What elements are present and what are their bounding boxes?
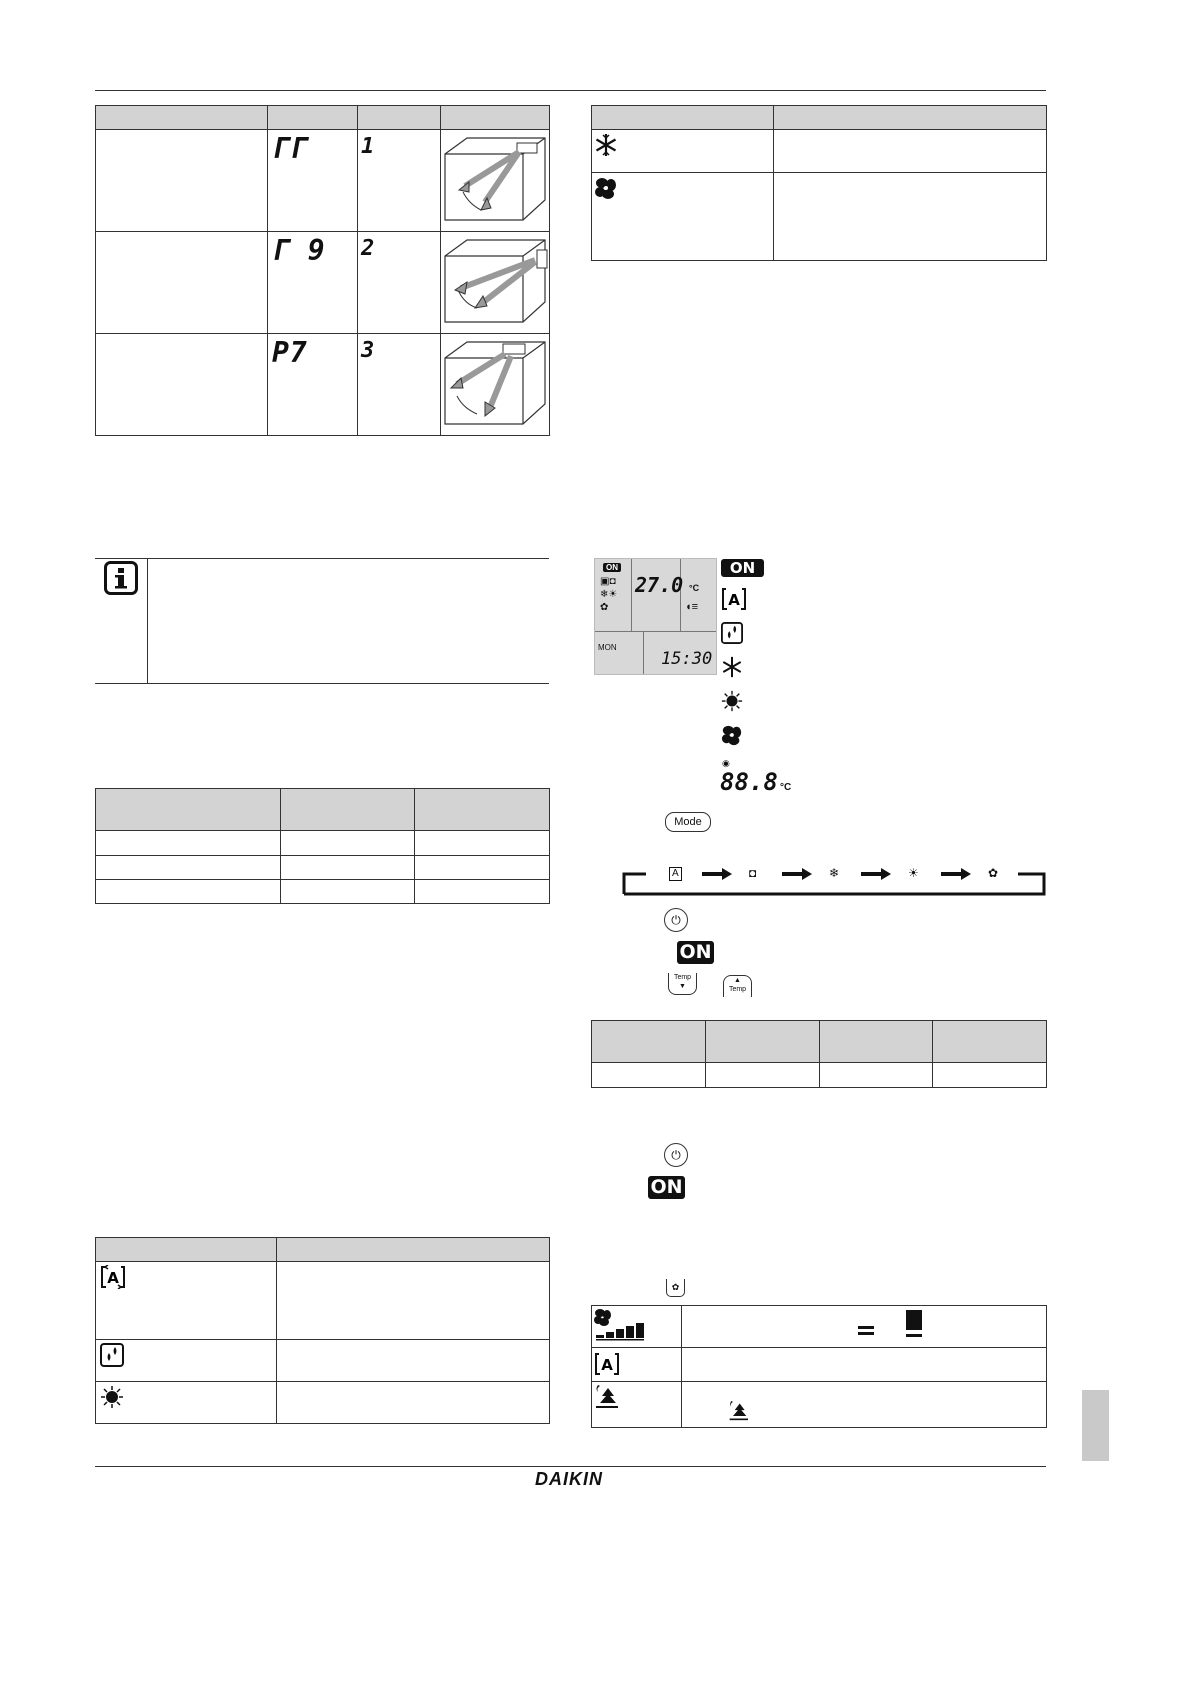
settings-table <box>95 788 550 904</box>
table-row <box>96 130 550 232</box>
lcd-divider-v1 <box>631 559 632 631</box>
note-divider <box>147 558 148 684</box>
airflow-diagram <box>441 232 549 328</box>
fan-speed-table <box>591 1305 1047 1428</box>
position-number: 3 <box>361 338 375 363</box>
lcd-divider-v3 <box>643 631 644 674</box>
table-row <box>592 1306 1047 1348</box>
lcd-time: 15:30 <box>661 649 713 669</box>
svg-text:A: A <box>107 1269 119 1287</box>
lcd-temp-unit: °C <box>689 583 700 593</box>
on-indicator-icon: ON <box>648 1176 685 1199</box>
mode-button[interactable]: Mode <box>665 812 711 832</box>
segment-unit: °C <box>780 782 792 793</box>
svg-text:A: A <box>601 1356 613 1374</box>
section-tab <box>1082 1390 1109 1461</box>
fan-low-level-icon <box>858 1326 874 1329</box>
airflow-diagram <box>441 130 549 226</box>
on-indicator-icon: ON <box>721 559 764 577</box>
quiet-mode-icon <box>594 1384 618 1410</box>
table-row <box>592 173 1047 261</box>
lcd-on-indicator: ON <box>603 563 621 572</box>
dry-mode-icon <box>100 1343 124 1372</box>
temp-down-button[interactable]: Temp ▼ <box>668 973 697 995</box>
note-bottom-rule <box>95 683 549 684</box>
table-row <box>96 334 550 436</box>
on-indicator-icon: ON <box>677 941 714 964</box>
note-top-rule <box>95 558 549 559</box>
cycle-cool-icon: ❄ <box>829 866 840 880</box>
position-number: 1 <box>361 134 375 159</box>
lcd-swing-icon: ◖≡ <box>685 601 699 613</box>
cool-mode-icon <box>721 656 743 678</box>
auto-mode-icon <box>721 587 747 611</box>
fan-speed-icon <box>594 1308 646 1342</box>
mode-table-right <box>591 105 1047 261</box>
heat-mode-icon <box>721 690 743 712</box>
position-number: 2 <box>361 236 375 261</box>
fan-mode-icon <box>721 724 743 746</box>
cool-mode-icon <box>594 133 618 162</box>
table-row <box>592 1063 1047 1088</box>
svg-text:A: A <box>728 591 740 609</box>
code-readout: Γ 9 <box>272 234 326 267</box>
lcd-divider-h <box>595 631 716 632</box>
table-row <box>96 232 550 334</box>
temperature-range-table <box>591 1020 1047 1088</box>
code-readout: P7 <box>272 336 308 369</box>
temp-down-label: Temp <box>673 974 692 981</box>
fan-high-level-icon <box>906 1310 922 1334</box>
heat-mode-icon <box>100 1385 124 1414</box>
table-row <box>96 1382 550 1424</box>
footer-rule <box>95 1466 1046 1467</box>
header-rule <box>95 90 1046 91</box>
table-row <box>96 856 550 880</box>
airflow-diagram <box>441 334 549 430</box>
temperature-segment-display: 88.8 <box>720 768 778 796</box>
table-row <box>96 831 550 856</box>
fan-mode-icon <box>594 176 618 205</box>
table-row <box>96 880 550 904</box>
table-row <box>96 1262 550 1340</box>
quiet-mode-icon <box>728 1400 748 1422</box>
table-row <box>592 130 1047 173</box>
info-icon <box>104 561 138 595</box>
cycle-heat-icon: ☀ <box>908 866 919 880</box>
cycle-dry-icon: ◘ <box>749 866 757 880</box>
table-row <box>96 1340 550 1382</box>
auto-mode-icon <box>100 1265 126 1294</box>
lcd-temperature: 27.0 <box>635 573 684 597</box>
thermometer-icon: ◉ <box>722 758 730 768</box>
code-readout: ΓΓ <box>272 132 308 165</box>
temp-up-label: Temp <box>728 986 747 993</box>
lcd-day: MON <box>598 643 617 652</box>
mode-table-left <box>95 1237 550 1424</box>
temp-up-button[interactable]: ▲ Temp <box>723 975 752 997</box>
fan-button[interactable]: ✿ <box>666 1279 685 1297</box>
power-button[interactable]: ⏻ <box>664 908 688 932</box>
cycle-auto-icon: A <box>669 867 682 881</box>
table-row <box>592 1382 1047 1428</box>
table-row <box>592 1348 1047 1382</box>
louver-position-table <box>95 105 550 436</box>
cycle-fan-icon: ✿ <box>988 866 999 880</box>
lcd-display <box>594 558 717 675</box>
auto-fan-icon <box>594 1352 620 1376</box>
lcd-mode-icons: ▣◘ ❄☀ ✿ <box>600 576 618 613</box>
daikin-logo: DAIKIN <box>535 1469 603 1489</box>
dry-mode-icon <box>721 622 743 644</box>
power-button[interactable]: ⏻ <box>664 1143 688 1167</box>
